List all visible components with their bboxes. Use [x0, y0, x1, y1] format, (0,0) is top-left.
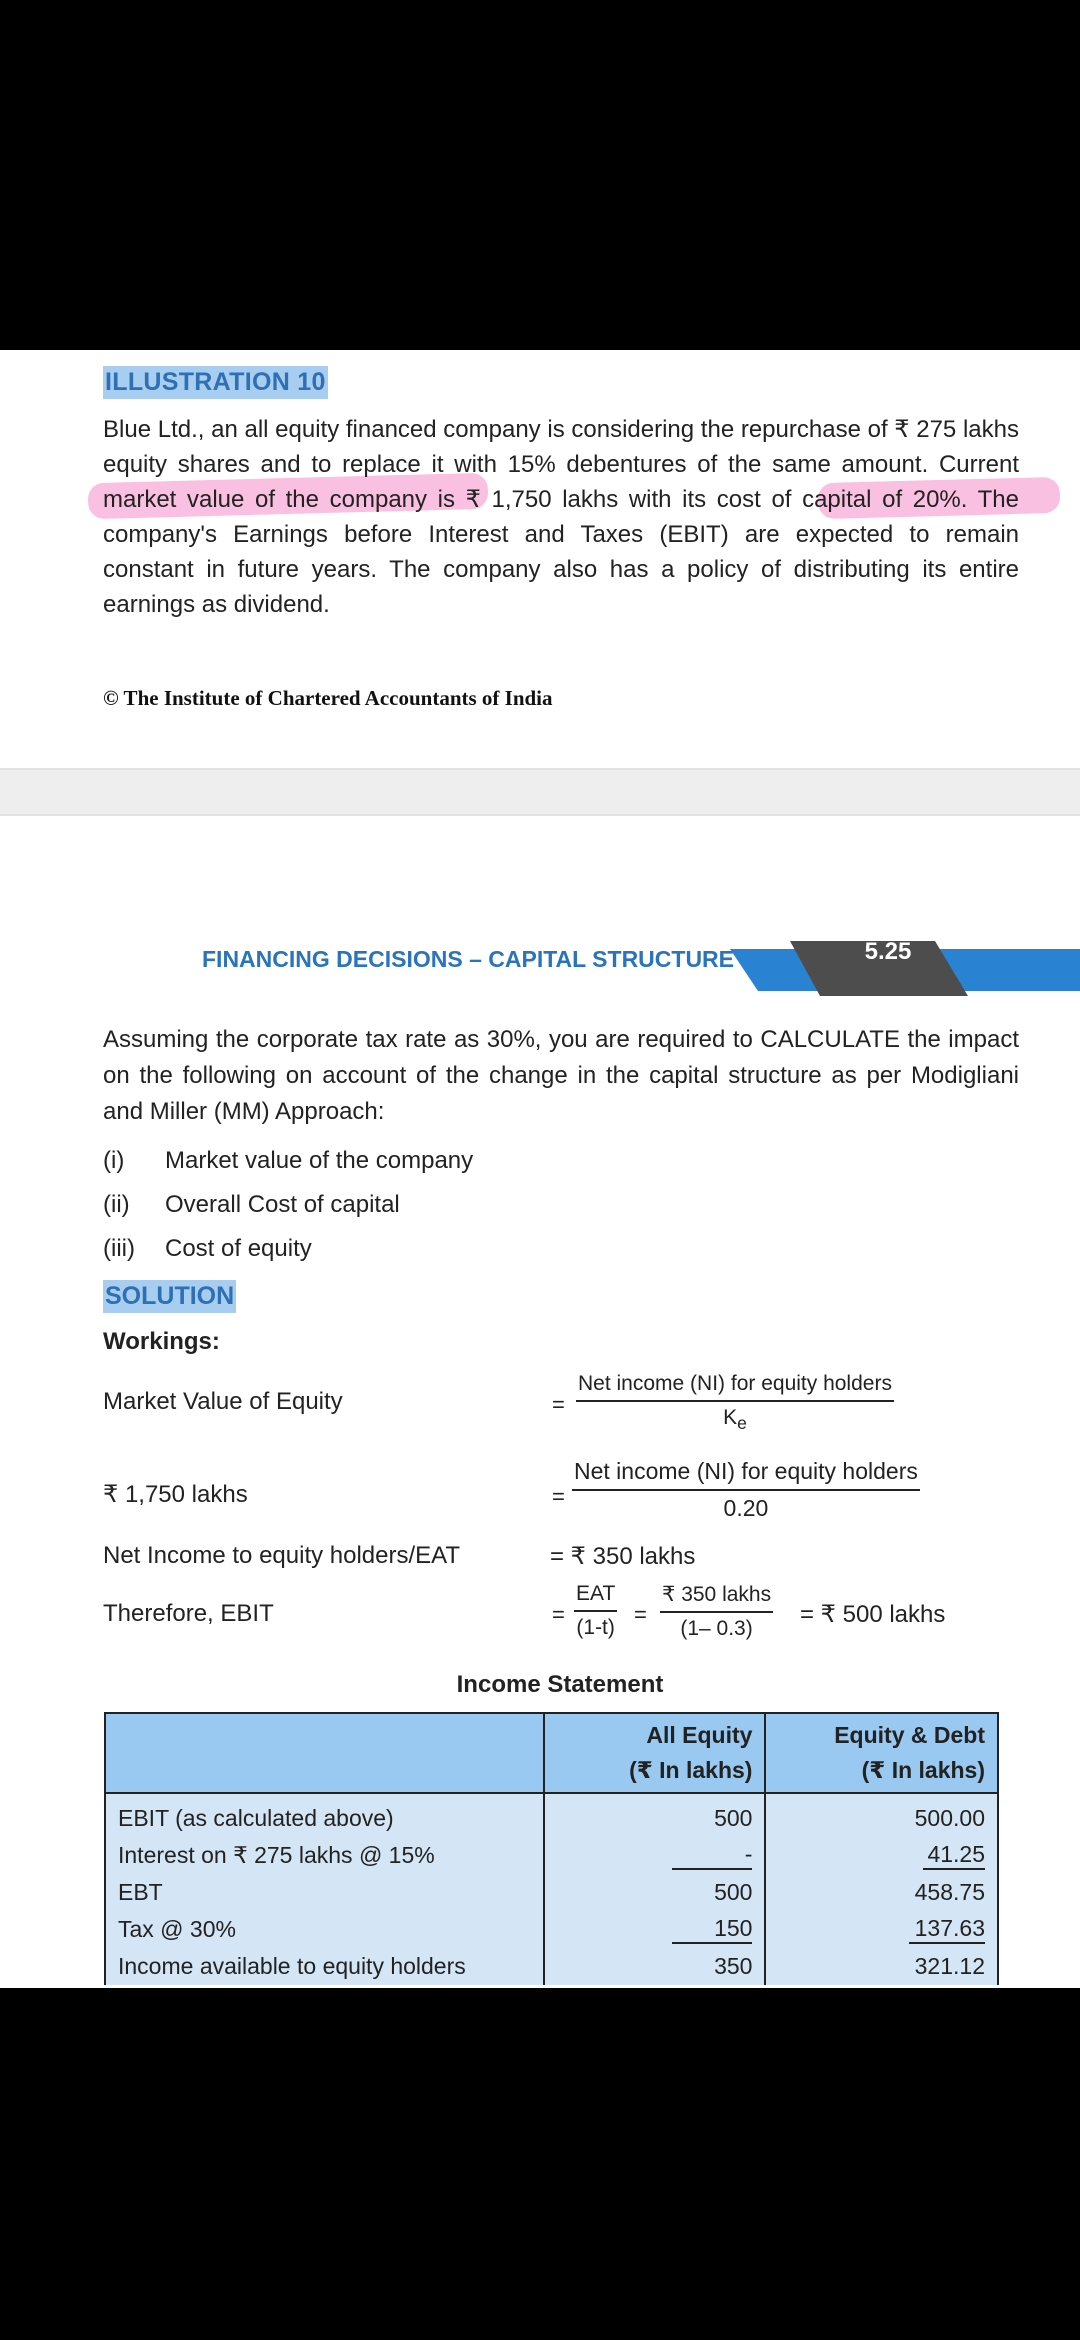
page-illustration — [0, 350, 1080, 768]
ebit-result: = ₹ 500 lakhs — [800, 1601, 946, 1628]
ebit-f1-numerator: EAT — [574, 1582, 617, 1612]
ebit-fraction-2 — [660, 1582, 773, 1641]
ebit-fraction-1 — [574, 1582, 617, 1640]
mv-numerator: Net income (NI) for equity holders — [576, 1372, 894, 1402]
illustration-title: ILLUSTRATION 10 — [103, 366, 328, 399]
ebit-label: Therefore, EBIT — [103, 1600, 274, 1627]
page-number: 5.25 — [864, 938, 912, 965]
illustration-paragraph: Blue Ltd., an all equity financed company is considering the repurchase of ₹ 275 lakhs equity shares and to replace it with 15% debentures of the same amount. Current market value of the company is ₹ 1,750 lakhs with its cost of capital of 20%. The company's Earnings before Interest and Taxes (EBIT) are expected to remain constant in future years. The company also has a policy of distributing its entire earnings as dividend. — [103, 416, 1019, 618]
table-row: EBIT (as calculated above) 500 500.00 — [105, 1793, 998, 1837]
ebit-f2-numerator: ₹ 350 lakhs — [660, 1582, 773, 1613]
mv-equals: = — [552, 1392, 565, 1417]
ebit-equals-2: = — [634, 1602, 647, 1627]
table-row: EBT 500 458.75 — [105, 1874, 998, 1911]
page-gap — [0, 768, 1080, 816]
income-statement-title: Income Statement — [456, 1671, 664, 1698]
value-fraction — [572, 1458, 920, 1522]
table-row: Tax @ 30% 150 137.63 — [105, 1911, 998, 1948]
ni-label: Net Income to equity holders/EAT — [103, 1542, 461, 1569]
workings-heading: Workings: — [103, 1328, 220, 1355]
value-equals: = — [552, 1484, 565, 1509]
table-header-row — [105, 1713, 998, 1793]
header-equity-debt: Equity & Debt (₹ In lakhs) — [765, 1713, 998, 1793]
ebit-f2-denominator: (1– 0.3) — [680, 1617, 753, 1640]
mv-fraction — [576, 1372, 894, 1434]
bottom-letterbox — [0, 1988, 1080, 2340]
header-all-equity: All Equity (₹ In lakhs) — [544, 1713, 766, 1793]
copyright-notice: © The Institute of Chartered Accountants of India — [103, 686, 553, 710]
value-denominator: 0.20 — [723, 1495, 769, 1521]
ebit-equals-1: = — [552, 1602, 565, 1627]
mv-label: Market Value of Equity — [103, 1388, 343, 1415]
value-numerator: Net income (NI) for equity holders — [572, 1458, 920, 1491]
header-label — [105, 1713, 544, 1793]
income-statement-table — [104, 1712, 999, 1985]
chapter-title: FINANCING DECISIONS – CAPITAL STRUCTURE — [202, 946, 735, 972]
solution-title: SOLUTION — [103, 1280, 236, 1313]
mv-denominator: $K_e$ — [723, 1406, 747, 1434]
list-item: (iii) Cost of equity — [103, 1235, 312, 1262]
list-item: (i) Market value of the company — [103, 1147, 474, 1174]
ni-value: = ₹ 350 lakhs — [550, 1543, 696, 1570]
ebit-f1-denominator: (1-t) — [576, 1616, 615, 1639]
list-item: (ii) Overall Cost of capital — [103, 1191, 400, 1218]
table-row: Income available to equity holders 350 321.12 — [105, 1948, 998, 1985]
question-text: Assuming the corporate tax rate as 30%, you are required to CALCULATE the impact on the following on account of the change in the capital structure as per Modigliani and Miller (MM) Approach: — [103, 1026, 1019, 1125]
table-row: Interest on ₹ 275 lakhs @ 15% - 41.25 — [105, 1837, 998, 1874]
value-label: ₹ 1,750 lakhs — [103, 1481, 248, 1508]
page-solution — [0, 816, 1080, 1988]
